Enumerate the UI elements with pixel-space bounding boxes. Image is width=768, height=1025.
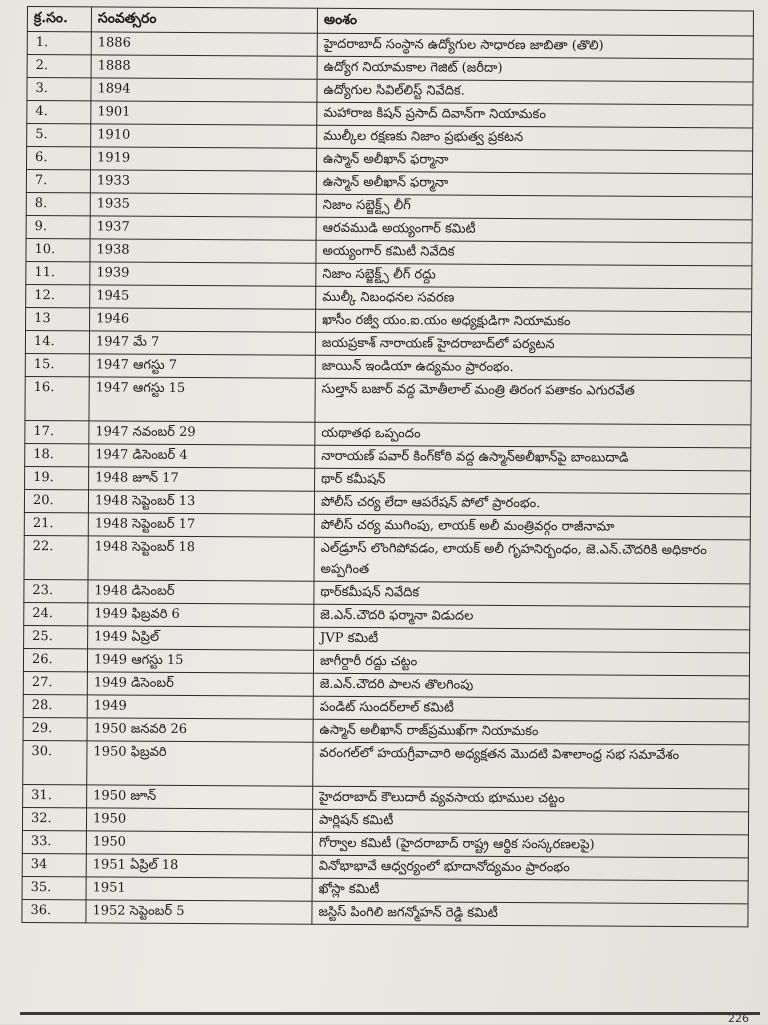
row-event: జాయిన్ ఇండియా ఉద్యమం ప్రారంభం. [315, 355, 751, 381]
footer-rule [20, 1012, 760, 1015]
row-event: ఖోస్లా కమిటీ [312, 878, 748, 904]
row-serial: 3. [27, 78, 91, 101]
row-serial: 21. [24, 512, 88, 535]
row-event: పోలీస్ చర్య లేదా ఆపరేషన్ పోలో ప్రారంభం. [314, 491, 750, 517]
row-event: జె.ఎన్.చౌదరి ఫర్మానా విడుదల [314, 604, 750, 630]
row-serial: 9. [26, 215, 90, 238]
row-serial: 11. [26, 261, 90, 284]
row-year: 1950 [86, 808, 312, 832]
row-serial: 32. [22, 807, 86, 830]
row-serial: 20. [24, 489, 88, 512]
row-event: ఉస్మాన్ అలీఖాన్ రాజ్‌ప్రముఖ్‌గా నియామకం [313, 719, 749, 745]
row-event: సుల్తాన్ బజార్ వద్ద మోతీలాల్ మంత్రి తిరంగ పతాకం ఎగురవేత [315, 378, 751, 425]
row-event: ముల్కీల రక్షణకు నిజాం ప్రభుత్వ ప్రకటన [317, 125, 753, 151]
row-serial: 4. [27, 101, 91, 124]
row-event: వరంగల్‌లో హయగ్రీవాచారి అధ్యక్షతన మొదటి విశాలాంధ్ర సభ సమావేశం [313, 742, 749, 789]
row-year: 1948 డిసెంబర్ [88, 580, 314, 604]
row-year: 1949 డిసెంబర్ [87, 672, 313, 696]
row-event: జస్టిస్ పింగిలి జగన్మోహన్ రెడ్డి కమిటీ [312, 901, 748, 927]
row-event: హైదరాబాద్ సంస్థాన ఉద్యోగుల సాధారణ జాబితా (తొలి) [317, 33, 753, 59]
row-event: అయ్యంగార్ కమిటీ నివేదిక [316, 240, 752, 266]
row-serial: 12. [26, 284, 90, 307]
page-number: 226 [728, 1012, 749, 1025]
row-year: 1886 [91, 32, 317, 56]
row-year: 1950 ఫిబ్రవరి [87, 741, 313, 786]
row-year: 1938 [90, 239, 316, 263]
row-event: నిజాం సబ్జెక్ట్స్ లీగ్ రద్దు [316, 263, 752, 289]
row-year: 1947 మే 7 [89, 331, 315, 355]
row-event: JVP కమిటీ [314, 627, 750, 653]
row-event: ఖాసీం రజ్వీ యం.ఐ.యం అధ్యక్షుడిగా నియామకం [316, 309, 752, 335]
header-year: సంవత్సరం [91, 7, 317, 33]
row-year: 1947 నవంబర్ 29 [89, 421, 315, 445]
row-serial: 19. [25, 466, 89, 489]
row-serial: 25. [24, 625, 88, 648]
row-event: గోర్వాల కమిటీ (హైదరాబాద్ రాష్ట్ర ఆర్థిక సంస్కరణలపై) [312, 832, 748, 858]
row-event: ఉద్యోగ నియామకాల గెజిట్ (జరీదా) [317, 56, 753, 82]
row-year: 1901 [91, 101, 317, 125]
row-event: థార్‌కమీషన్ నివేదిక [314, 581, 750, 607]
row-serial: 24. [24, 602, 88, 625]
row-year: 1894 [91, 78, 317, 102]
row-year: 1937 [90, 216, 316, 240]
row-serial: 13 [26, 307, 90, 330]
row-year: 1935 [90, 193, 316, 217]
table-row [23, 740, 749, 788]
row-year: 1888 [91, 55, 317, 79]
row-year: 1948 సెప్టెంబర్ 17 [88, 513, 314, 537]
row-serial: 36. [22, 899, 86, 922]
row-event: పండిట్ సుందర్‌లాల్ కమిటీ [313, 696, 749, 722]
row-serial: 8. [26, 192, 90, 215]
row-year: 1951 [86, 877, 312, 901]
row-serial: 5. [27, 124, 91, 147]
row-year: 1948 జూన్ 17 [89, 467, 315, 491]
row-event: ఆరవముడి అయ్యంగార్ కమిటీ [316, 217, 752, 243]
row-serial: 6. [27, 147, 91, 170]
row-event: ఎల్‌డ్రూస్ లొంగిపోవడం, లాయక్ అలీ గృహనిర్బంధం, జె.ఎన్.చౌదరికి అధికారం అప్పగింత [314, 537, 750, 584]
row-serial: 27. [23, 671, 87, 694]
row-event: హైదరాబాద్ కౌలుదారీ వ్యవసాయ భూముల చట్టం [313, 786, 749, 812]
row-serial: 10. [26, 238, 90, 261]
row-year: 1948 సెప్టెంబర్ 18 [88, 536, 314, 581]
row-event: నిజాం సబ్జెక్ట్స్ లీగ్ [316, 194, 752, 220]
row-serial: 22. [24, 535, 88, 579]
row-serial: 35. [22, 876, 86, 899]
row-serial: 30. [23, 740, 87, 784]
row-serial: 1. [27, 32, 91, 55]
row-event: ముల్కీ నిబంధనల సవరణ [316, 286, 752, 312]
row-year: 1910 [91, 124, 317, 148]
row-year: 1947 ఆగస్టు 7 [89, 354, 315, 378]
row-year: 1949 ఆగస్టు 15 [87, 649, 313, 673]
row-year: 1951 ఏప్రిల్ 18 [86, 854, 312, 878]
row-event: యథాతథ ఒప్పందం [315, 422, 751, 448]
row-event: పార్లిషన్ కమిటీ [312, 809, 748, 835]
row-year: 1948 సెప్టెంబర్ 13 [88, 490, 314, 514]
header-event: అంశం [317, 8, 753, 36]
row-year: 1945 [90, 285, 316, 309]
row-serial: 31. [23, 784, 87, 807]
row-year: 1952 సెప్టెంబర్ 5 [86, 900, 312, 924]
row-serial: 15. [25, 353, 89, 376]
table-row [22, 899, 748, 926]
row-year: 1950 జూన్ [87, 785, 313, 809]
row-serial: 23. [24, 579, 88, 602]
row-serial: 18. [25, 443, 89, 466]
row-event: మహారాజ కిషన్ ప్రసాద్ దివాన్‌గా నియామకం [317, 102, 753, 128]
events-table [21, 6, 754, 927]
row-serial: 28. [23, 694, 87, 717]
row-year: 1949 ఏప్రిల్ [88, 626, 314, 650]
row-event: థార్ కమీషన్ [315, 468, 751, 494]
row-year: 1933 [90, 170, 316, 194]
row-serial: 17. [25, 420, 89, 443]
row-event: ఉస్మాన్ అలీఖాన్ ఫర్మానా [316, 148, 752, 174]
row-serial: 33. [22, 830, 86, 853]
row-year: 1947 డిసెంబర్ 4 [89, 444, 315, 468]
row-serial: 2. [27, 55, 91, 78]
row-event: ఉద్యోగుల సివిల్‌లిస్ట్ నివేదిక. [317, 79, 753, 105]
row-year: 1939 [90, 262, 316, 286]
row-year: 1949 ఫిబ్రవరి 6 [88, 603, 314, 627]
row-serial: 29. [23, 717, 87, 740]
row-event: పోలీస్ చర్య ముగింపు, లాయక్ అలీ మంత్రివర్గం రాజీనామా [314, 514, 750, 540]
table-row [25, 376, 751, 424]
row-event: జె.ఎన్.చౌదరి పాలన తొలగింపు [313, 673, 749, 699]
row-event: జాగీర్దారీ రద్దు చట్టం [313, 650, 749, 676]
row-serial: 14. [25, 330, 89, 353]
row-year: 1950 [86, 831, 312, 855]
row-year: 1947 ఆగస్టు 15 [89, 377, 315, 422]
row-year: 1946 [90, 308, 316, 332]
row-year: 1950 జనవరి 26 [87, 718, 313, 742]
header-serial: క్ర.సం. [27, 7, 91, 32]
row-year: 1949 [87, 695, 313, 719]
row-event: జయప్రకాశ్ నారాయణ్ హైదరాబాద్‌లో పర్యటన [315, 332, 751, 358]
row-serial: 16. [25, 376, 89, 420]
row-serial: 26. [23, 648, 87, 671]
row-serial: 7. [26, 170, 90, 193]
table-row [24, 535, 750, 583]
row-year: 1919 [91, 147, 317, 171]
row-event: నారాయణ్ పవార్ కింగ్‌కోఠి వద్ద ఉస్మాన్‌అలీఖాన్‌పై బాంబుదాడి [315, 445, 751, 471]
row-serial: 34 [22, 853, 86, 876]
row-event: వినోభాభావే ఆధ్వర్యంలో భూదానోద్యమం ప్రారంభం [312, 855, 748, 881]
row-event: ఉస్మాన్ అలీఖాన్ ఫర్మానా [316, 171, 752, 197]
